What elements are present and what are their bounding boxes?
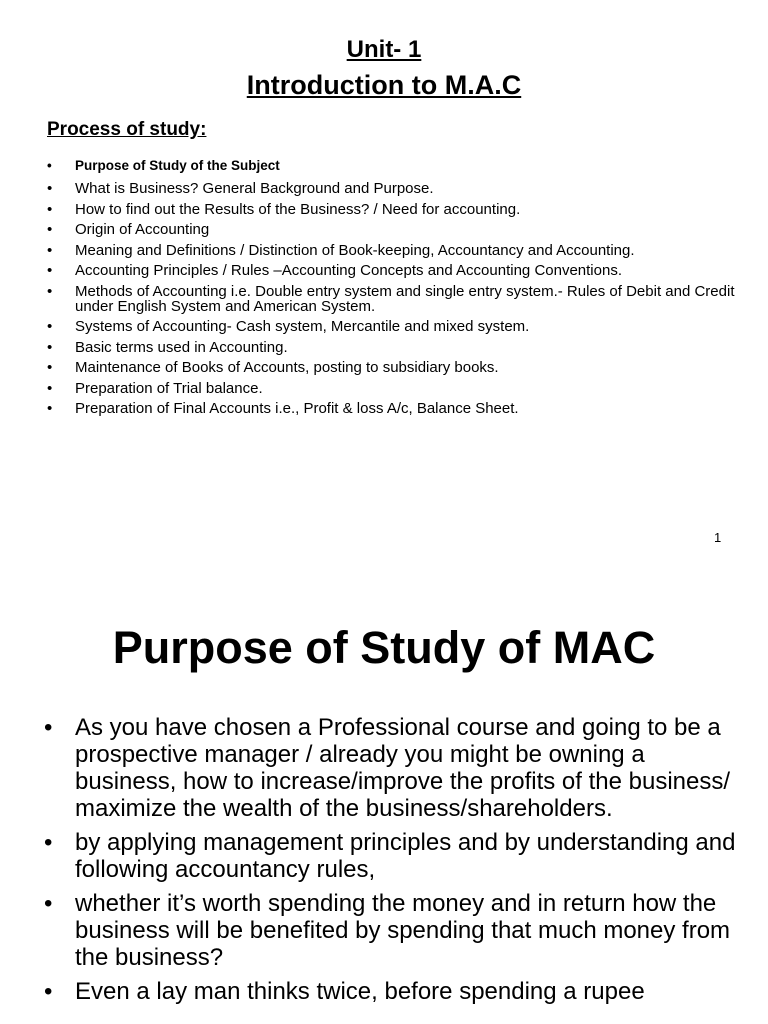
list-item: • by applying management principles and by understanding and following accountancy rules, <box>44 829 744 883</box>
list-item: • Meaning and Definitions / Distinction of Book-keeping, Accountancy and Accounting. <box>47 243 737 258</box>
intro-title: Introduction to M.A.C <box>246 70 522 100</box>
list-item: • Preparation of Final Accounts i.e., Profit & loss A/c, Balance Sheet. <box>47 401 737 416</box>
list-item: • Even a lay man thinks twice, before spending a rupee <box>44 978 744 1005</box>
list-item: • Basic terms used in Accounting. <box>47 340 737 355</box>
topic-list <box>47 158 737 422</box>
list-item: • As you have chosen a Professional course and going to be a prospective manager / already you might be owning a business, how to increase/improve the profits of the business/ maximize the wealth of the business/shareholders. <box>44 714 744 822</box>
page-number: 1 <box>714 530 722 545</box>
slide-2 <box>0 560 768 1024</box>
list-item: • Origin of Accounting <box>47 222 737 237</box>
list-item: • Maintenance of Books of Accounts, posting to subsidiary books. <box>47 360 737 375</box>
list-item: • Systems of Accounting- Cash system, Mercantile and mixed system. <box>47 319 737 334</box>
list-item: • Purpose of Study of the Subject <box>47 158 737 173</box>
list-item: • What is Business? General Background and Purpose. <box>47 181 737 196</box>
list-item: • Accounting Principles / Rules –Accounting Concepts and Accounting Conventions. <box>47 263 737 278</box>
process-of-study-heading: Process of study: <box>47 119 207 140</box>
purpose-list <box>44 714 744 1012</box>
list-item: • whether it’s worth spending the money and in return how the business will be benefited by spending that much money from the business? <box>44 890 744 971</box>
slide-title: Purpose of Study of MAC <box>112 622 656 673</box>
list-item: • Methods of Accounting i.e. Double entry system and single entry system.- Rules of Debit and Credit under English System and American System. <box>47 284 737 314</box>
unit-title: Unit- 1 <box>346 36 422 63</box>
list-item: • How to find out the Results of the Business? / Need for accounting. <box>47 202 737 217</box>
list-item: • Preparation of Trial balance. <box>47 381 737 396</box>
